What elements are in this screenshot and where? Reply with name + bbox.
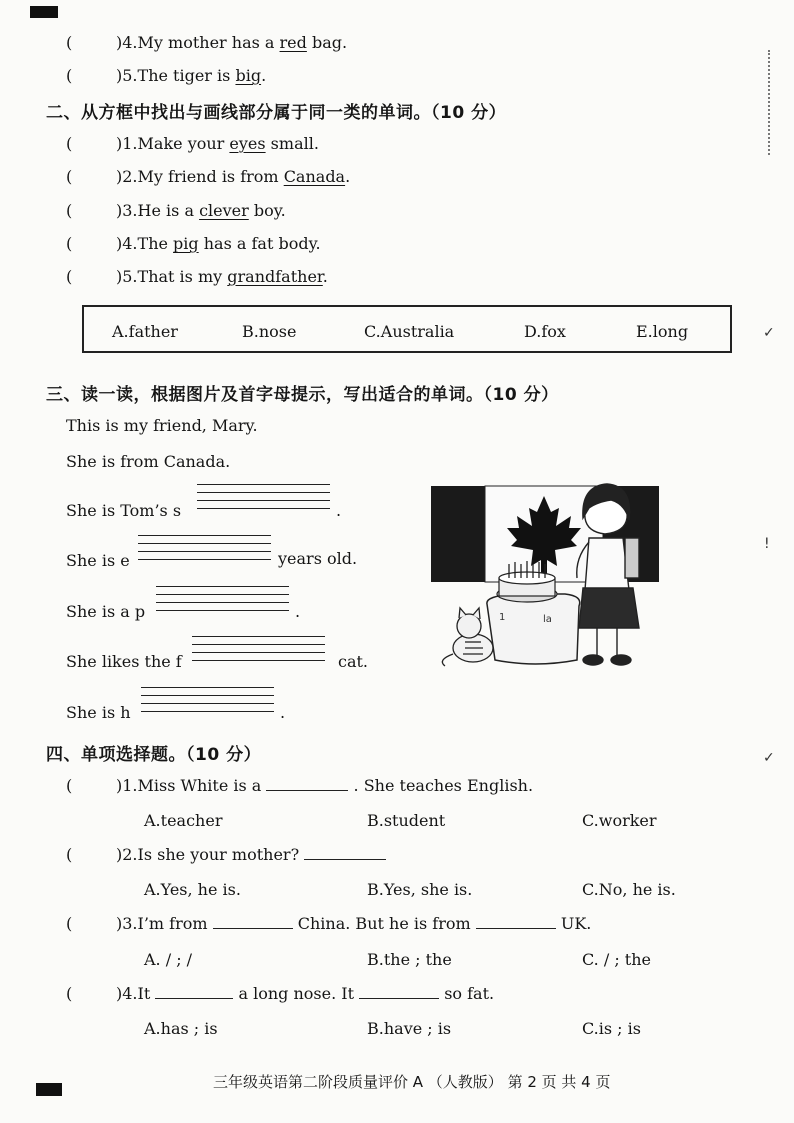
choice-a[interactable]: A. / ; / [144,950,193,969]
cat-icon [442,608,493,666]
answer-blank[interactable] [266,776,348,791]
choice-b[interactable]: B.the ; the [367,950,452,969]
reading-line: This is my friend, Mary. [66,416,258,435]
fill-in-prompt: She is Tom’s s [66,501,182,520]
girl-figure [577,484,639,665]
edge-mark: ! [764,536,770,552]
question-row: ( )4.The pig has a fat body. [66,234,321,253]
registration-mark-top [30,6,58,18]
underlined-word: grandfather [227,267,323,286]
binding-dotted-line [768,50,770,155]
underlined-word: pig [173,234,199,253]
question-row: ( )5.That is my grandfather. [66,267,328,286]
writing-lines[interactable] [197,484,330,516]
section-heading: 四、单项选择题。（10 分） [46,745,262,765]
option-e: E.long [636,322,689,341]
choice-c[interactable]: C.worker [582,811,657,830]
choice-a[interactable]: A.Yes, he is. [144,880,241,899]
question-row: ( )2.Is she your mother? [66,845,386,864]
reading-line: She is from Canada. [66,452,231,471]
fill-in-prompt: She likes the f [66,652,182,671]
word-option-box [82,305,732,353]
section-heading: 三、读一读，根据图片及首字母提示，写出适合的单词。（10 分） [46,385,559,405]
question-row: ( )2.My friend is from Canada. [66,167,351,186]
writing-lines[interactable] [192,636,325,668]
answer-blank[interactable] [359,984,439,999]
fill-in-prompt: She is a p [66,602,146,621]
fill-in-suffix: . [295,602,301,621]
option-d: D.fox [524,322,566,341]
option-c: C.Australia [364,322,455,341]
question-row: ( )5.The tiger is big. [66,66,267,85]
question-row: ( )3.He is a clever boy. [66,201,286,220]
page-footer: 三年级英语第二阶段质量评价 A （人教版） 第 2 页 共 4 页 [213,1073,611,1091]
question-row: ( )4.My mother has a red bag. [66,33,348,52]
fill-in-suffix: cat. [338,652,369,671]
underlined-word: eyes [229,134,266,153]
edge-fragment-icon: ✓ [763,750,775,766]
underlined-word: clever [199,201,249,220]
illustration [425,478,665,678]
fill-in-prompt: She is e [66,551,130,570]
writing-lines[interactable] [141,687,274,719]
writing-lines[interactable] [156,586,289,618]
fill-in-suffix: . [280,703,286,722]
option-b: B.nose [242,322,297,341]
choice-c[interactable]: C. / ; the [582,950,651,969]
choice-a[interactable]: A.teacher [144,811,223,830]
choice-c[interactable]: C.is ; is [582,1019,641,1038]
question-row: ( )4.It a long nose. It so fat. [66,984,495,1003]
fill-in-prompt: She is h [66,703,131,722]
table [487,594,580,664]
fill-in-suffix: . [336,501,342,520]
answer-blank[interactable] [476,914,556,929]
answer-blank[interactable] [304,845,386,860]
choice-b[interactable]: B.Yes, she is. [367,880,473,899]
section-heading: 二、从方框中找出与画线部分属于同一类的单词。（10 分） [46,103,507,123]
writing-lines[interactable] [138,535,271,567]
svg-text:1: 1 [499,612,506,623]
question-row: ( )1.Make your eyes small. [66,134,319,153]
edge-fragment-icon: ✓ [763,325,775,341]
choice-b[interactable]: B.student [367,811,446,830]
svg-text:la: la [543,614,552,625]
candles [509,561,545,578]
question-row: ( )1.Miss White is a . She teaches English. [66,776,534,795]
choice-c[interactable]: C.No, he is. [582,880,676,899]
option-a: A.father [112,322,178,341]
answer-blank[interactable] [155,984,233,999]
choice-a[interactable]: A.has ; is [144,1019,218,1038]
fill-in-suffix: years old. [278,549,358,568]
choice-b[interactable]: B.have ; is [367,1019,452,1038]
answer-blank[interactable] [213,914,293,929]
flag-left-band [431,486,485,582]
registration-mark-bottom [36,1083,62,1096]
question-row: ( )3.I’m from China. But he is from UK. [66,914,592,933]
underlined-word: Canada [283,167,346,186]
